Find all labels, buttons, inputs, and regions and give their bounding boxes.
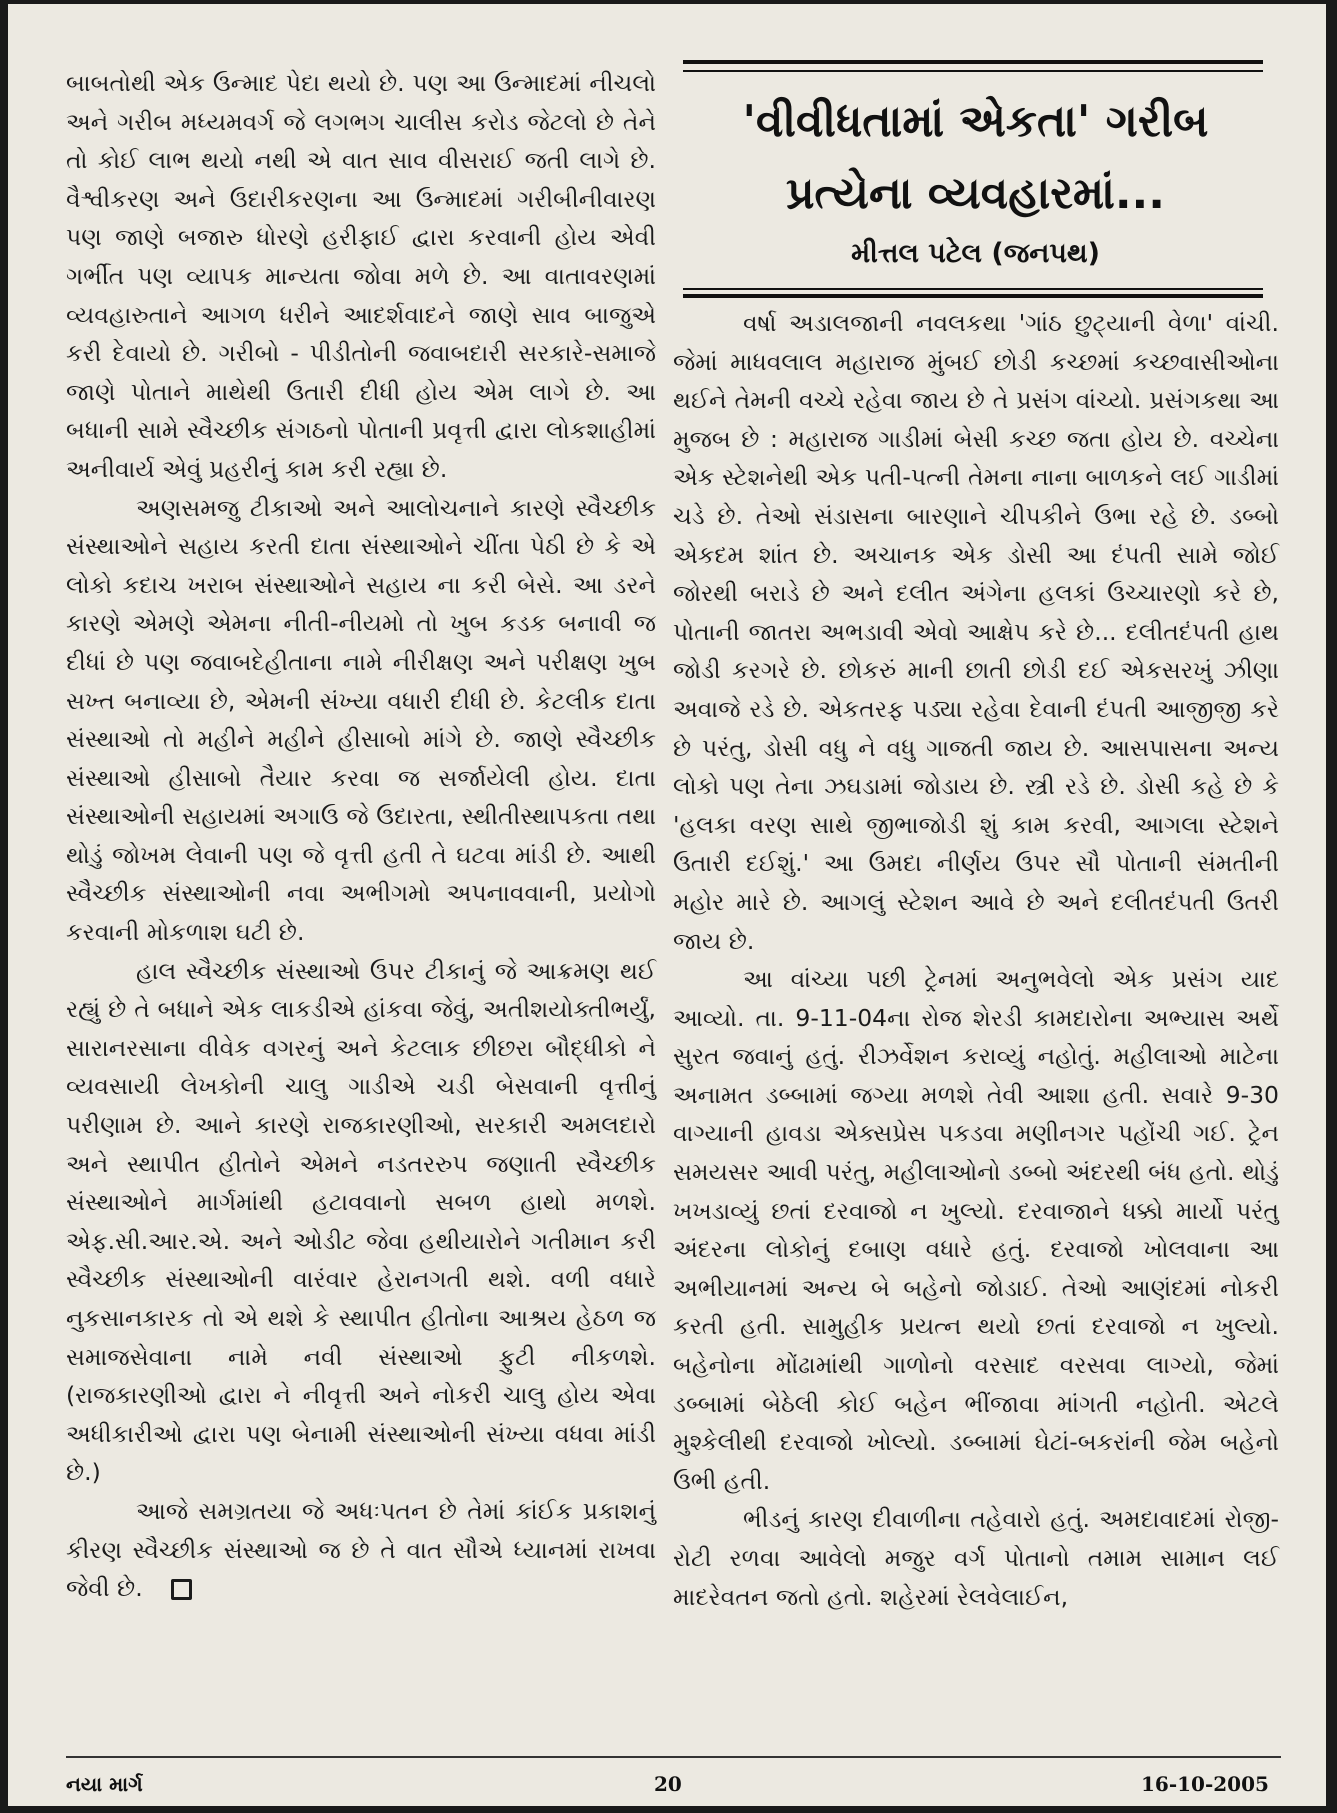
paragraph-text: આજે સમગ્રતયા જે અધઃપતન છે તેમાં કાંઈક પ્રકાશનું કીરણ સ્વૈચ્છીક સંસ્થાઓ જ છે તે વાત સૌએ ધ્યાનમાં રાખવા જેવી છે. (66, 1496, 656, 1603)
footer-publication: નયા માર્ગ (66, 1772, 143, 1796)
right-column (673, 304, 1279, 1616)
magazine-page (8, 4, 1326, 1806)
article-byline: મીત્તલ પટેલ (જનપથ) (851, 238, 1100, 269)
title-rule-bottom (683, 294, 1263, 298)
left-column (66, 64, 656, 1608)
paragraph: આ વાંચ્યા પછી ટ્રેનમાં અનુભવેલો એક પ્રસંગ યાદ આવ્યો. તા. 9-11-04ના રોજ શેરડી કામદારોના અભ્યાસ અર્થે સુરત જવાનું હતું. રીઝર્વેશન કરાવ્યું નહોતું. મહીલાઓ માટેના અનામત ડબ્બામાં જગ્યા મળશે તેવી આશા હતી. સવારે 9-30 વાગ્યાની હાવડા એક્સપ્રેસ પકડવા મણીનગર પહોંચી ગઈ. ટ્રેન સમયસર આવી પરંતુ, મહીલાઓનો ડબ્બો અંદરથી બંધ હતો. થોડું ખખડાવ્યું છતાં દરવાજો ન ખુલ્યો. દરવાજાને ધક્કો માર્યો પરંતુ અંદરના લોકોનું દબાણ વધારે હતું. દરવાજો ખોલવાના આ અભીયાનમાં અન્ય બે બહેનો જોડાઈ. તેઓ આણંદમાં નોકરી કરતી હતી. સામુહીક પ્રયત્ન થયો છતાં દરવાજો ન ખુલ્યો. બહેનોના મોંઢામાંથી ગાળોનો વરસાદ વરસવા લાગ્યો, જેમાં ડબ્બામાં બેઠેલી કોઈ બહેન ભીંજાવા માંગતી નહોતી. એટલે મુશ્કેલીથી દરવાજો ખોલ્યો. ડબ્બામાં ઘેટાં-બકરાંની જેમ બહેનો ઉભી હતી. (673, 965, 1279, 1495)
footer-date: 16-10-2005 (1141, 1772, 1269, 1796)
paragraph: વર્ષા અડાલજાની નવલકથા 'ગાંઠ છુટ્યાની વેળા' વાંચી. જેમાં માધવલાલ મહારાજ મુંબઈ છોડી કચ્છમાં કચ્છવાસીઓના થઈને તેમની વચ્ચે રહેવા જાય છે તે પ્રસંગ વાંચ્યો. પ્રસંગકથા આ મુજબ છે : મહારાજ ગાડીમાં બેસી કચ્છ જતા હોય છે. વચ્ચેના એક સ્ટેશનેથી એક પતી-પત્ની તેમના નાના બાળકને લઈ ગાડીમાં ચડે છે. તેઓ સંડાસના બારણાને ચીપકીને ઉભા રહે છે. ડબ્બો એકદમ શાંત છે. અચાનક એક ડોસી આ દંપતી સામે જોઈ જોરથી બરાડે છે અને દલીત અંગેના હલકાં ઉચ્ચારણો કરે છે, પોતાની જાતરા અભડાવી એવો આક્ષેપ કરે છે... દલીતદંપતી હાથ જોડી કરગરે છે. છોકરું માની છાતી છોડી દઈ એકસરખું ઝીણા અવાજે રડે છે. એકતરફ પડ્યા રહેવા દેવાની દંપતી આજીજી કરે છે પરંતુ, ડોસી વધુ ને વધુ ગાજતી જાય છે. આસપાસના અન્ય લોકો પણ તેના ઝઘડામાં જોડાય છે. સ્ત્રી રડે છે. ડોસી કહે છે કે 'હલકા વરણ સાથે જીભાજોડી શું કામ કરવી, આગલા સ્ટેશને ઉતારી દઈશું.' આ ઉમદા નીર્ણય ઉપર સૌ પોતાની સંમતીની મહોર મારે છે. આગલું સ્ટેશન આવે છે અને દલીતદંપતી ઉતરી જાય છે. (673, 309, 1279, 955)
title-rule-top-thin (683, 70, 1263, 72)
paragraph: ભીડનું કારણ દીવાળીના તહેવારો હતું. અમદાવાદમાં રોજી-રોટી રળવા આવેલો મજુર વર્ગ પોતાનો તમામ સામાન લઈ માદરેવતન જતો હતો. શહેરમાં રેલવેલાઈન, (673, 1505, 1279, 1611)
footer-rule (66, 1756, 1281, 1758)
title-rule-top (683, 60, 1263, 64)
article-title-line2: પ્રત્યેના વ્યવહારમાં... (785, 168, 1165, 219)
paragraph: હાલ સ્વૈચ્છીક સંસ્થાઓ ઉપર ટીકાનું જે આક્રમણ થઈ રહ્યું છે તે બધાને એક લાકડીએ હાંકવા જેવું, અતીશયોક્તીભર્યું, સારાનરસાના વીવેક વગરનું અને કેટલાક છીછરા બૌદ્ધીકો ને વ્યવસાયી લેખકોની ચાલુ ગાડીએ ચડી બેસવાની વૃત્તીનું પરીણામ છે. આને કારણે રાજકારણીઓ, સરકારી અમલદારો અને સ્થાપીત હીતોને એમને નડતરરુપ જણાતી સ્વૈચ્છીક સંસ્થાઓને માર્ગમાંથી હટાવવાનો સબળ હાથો મળશે. એફ.સી.આર.એ. અને ઓડીટ જેવા હથીયારોને ગતીમાન કરી સ્વૈચ્છીક સંસ્થાઓની વારંવાર હેરાનગતી થશે. વળી વધારે નુકસાનકારક તો એ થશે કે સ્થાપીત હીતોના આશ્રય હેઠળ જ સમાજસેવાના નામે નવી સંસ્થાઓ ફુટી નીકળશે. (રાજકારણીઓ દ્વારા ને નીવૃત્તી અને નોકરી ચાલુ હોય એવા અધીકારીઓ દ્વારા પણ બેનામી સંસ્થાઓની સંખ્યા વધવા માંડી છે.) (66, 956, 656, 1487)
article-title-line1: 'વીવીધતામાં એકતા' ગરીબ (742, 96, 1209, 147)
paragraph-final (66, 1492, 656, 1608)
footer-page-number: 20 (654, 1772, 682, 1796)
title-rule-bottom-thin (683, 288, 1263, 290)
paragraph: અણસમજુ ટીકાઓ અને આલોચનાને કારણે સ્વૈચ્છીક સંસ્થાઓને સહાય કરતી દાતા સંસ્થાઓને ચીંતા પેઠી છે કે એ લોકો કદાચ ખરાબ સંસ્થાઓને સહાય ના કરી બેસે. આ ડરને કારણે એમણે એમના નીતી-નીયમો તો ખુબ કડક બનાવી જ દીધાં છે પણ જવાબદેહીતાના નામે નીરીક્ષણ અને પરીક્ષણ ખુબ સખ્ત બનાવ્યા છે, એમની સંખ્યા વધારી દીધી છે. કેટલીક દાતા સંસ્થાઓ તો મહીને મહીને હીસાબો માંગે છે. જાણે સ્વૈચ્છીક સંસ્થાઓ હીસાબો તૈયાર કરવા જ સર્જાયેલી હોય. દાતા સંસ્થાઓની સહાયમાં અગાઉ જે ઉદારતા, સ્થીતીસ્થાપકતા તથા થોડું જોખમ લેવાની પણ જે વૃત્તી હતી તે ઘટવા માંડી છે. આથી સ્વૈચ્છીક સંસ્થાઓની નવા અભીગમો અપનાવવાની, પ્રયોગો કરવાની મોકળાશ ઘટી છે. (66, 493, 656, 947)
paragraph: બાબતોથી એક ઉન્માદ પેદા થયો છે. પણ આ ઉન્માદમાં નીચલો અને ગરીબ મધ્યમવર્ગ જે લગભગ ચાલીસ કરોડ જેટલો છે તેને તો કોઈ લાભ થયો નથી એ વાત સાવ વીસરાઈ જતી લાગે છે. વૈશ્વીકરણ અને ઉદારીકરણના આ ઉન્માદમાં ગરીબીનીવારણ પણ જાણે બજારુ ધોરણે હરીફાઈ દ્વારા કરવાની હોય એવી ગર્ભીત પણ વ્યાપક માન્યતા જોવા મળે છે. આ વાતાવરણમાં વ્યવહારુતાને આગળ ધરીને આદર્શવાદને જાણે સાવ બાજુએ કરી દેવાયો છે. ગરીબો - પીડીતોની જવાબદારી સરકારે-સમાજે જાણે પોતાને માથેથી ઉતારી દીધી હોય એમ લાગે છે. આ બધાની સામે સ્વૈચ્છીક સંગઠનો પોતાની પ્રવૃત્તી દ્વારા લોકશાહીમાં અનીવાર્ય એવું પ્રહરીનું કામ કરી રહ્યા છે. (66, 69, 656, 483)
end-mark-icon (171, 1579, 192, 1600)
